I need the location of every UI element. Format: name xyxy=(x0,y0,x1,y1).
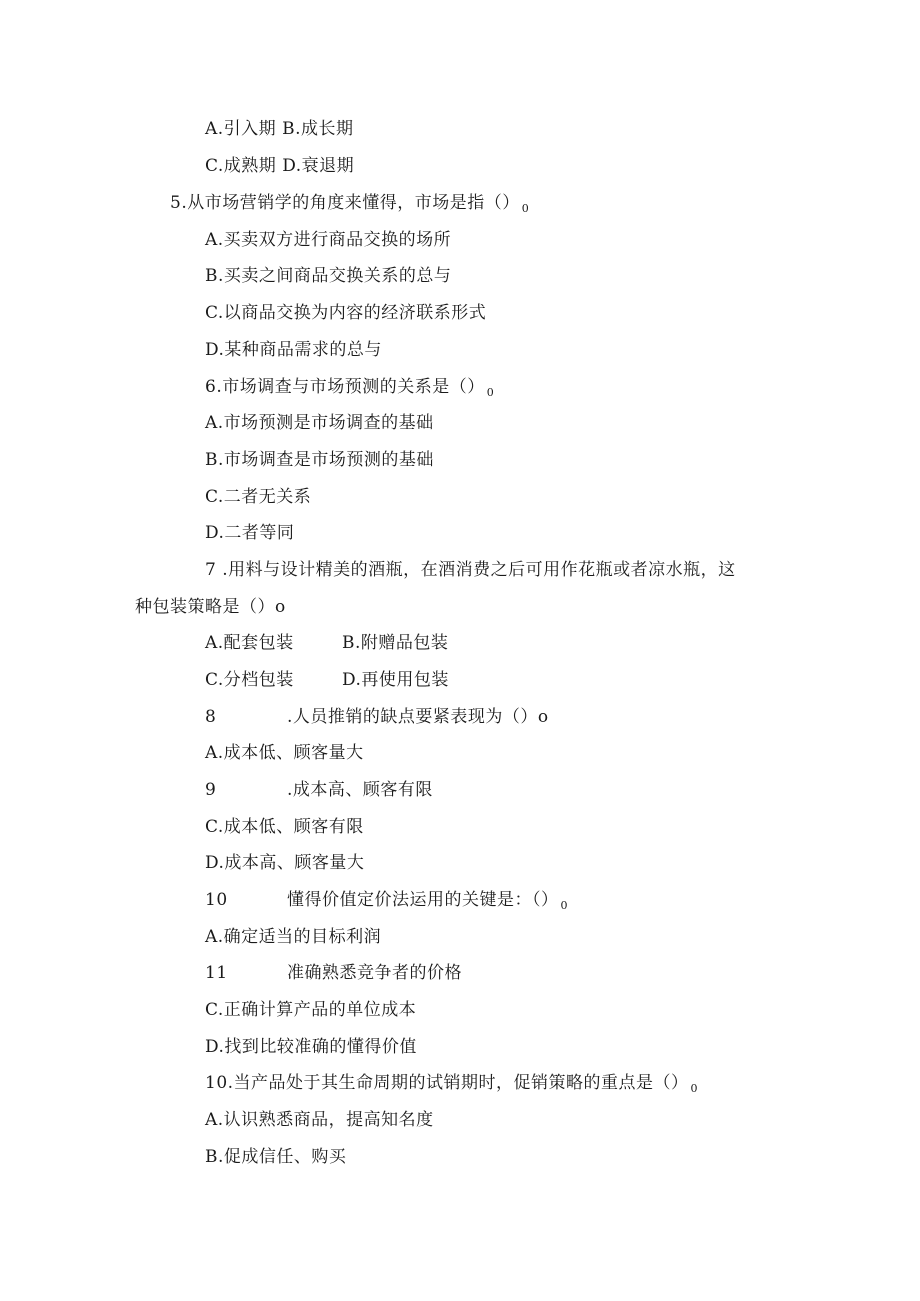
line-text: 准确熟悉竞争者的价格 xyxy=(287,963,462,983)
line-text: B.买卖之间商品交换关系的总与 xyxy=(205,266,452,286)
line-text: 6.市场调查与市场预测的关系是（） xyxy=(205,377,485,397)
line-text: A.引入期 B.成长期 xyxy=(205,119,354,139)
question-5 xyxy=(170,192,529,220)
line-text: A.市场预测是市场调查的基础 xyxy=(205,413,434,433)
line-text: 5.从市场营销学的角度来懂得，市场是指（） xyxy=(170,193,520,213)
line-text: C.以商品交换为内容的经济联系形式 xyxy=(205,303,487,323)
numbered-line xyxy=(205,889,625,911)
line-text: D.二者等同 xyxy=(205,523,295,543)
option-line xyxy=(205,816,364,838)
line-text: A.认识熟悉商品，提高知名度 xyxy=(205,1110,434,1130)
line-text: D.某种商品需求的总与 xyxy=(205,340,382,360)
line-text: 7 .用料与设计精美的酒瓶，在酒消费之后可用作花瓶或者凉水瓶，这 xyxy=(205,560,736,580)
numbered-line xyxy=(205,779,605,801)
line-text: C.成熟期 D.衰退期 xyxy=(205,156,355,176)
subscript-mark: 0 xyxy=(521,202,530,215)
line-text: B.市场调查是市场预测的基础 xyxy=(205,450,434,470)
line-text-group xyxy=(287,889,568,917)
option-line xyxy=(205,742,364,764)
option-line xyxy=(205,1109,434,1131)
question-number: 9 xyxy=(205,780,217,800)
question-number: 11 xyxy=(205,963,228,983)
line-text: 10.当产品处于其生命周期的试销期时，促销策略的重点是（） xyxy=(205,1073,689,1093)
line-text: .人员推销的缺点要紧表现为（）o xyxy=(287,707,549,727)
option-line xyxy=(205,522,294,544)
option-line xyxy=(205,486,311,508)
line-text: D.找到比较准确的懂得价值 xyxy=(205,1037,417,1057)
question-7-continued xyxy=(135,596,286,618)
option-line xyxy=(205,265,451,287)
option-pair xyxy=(205,669,525,691)
option-line xyxy=(205,449,434,471)
option-line xyxy=(205,155,354,177)
question-number: 10 xyxy=(205,890,228,910)
question-10 xyxy=(205,1072,698,1100)
question-7 xyxy=(205,559,736,581)
question-6 xyxy=(205,376,494,404)
line-text: A.成本低、顾客量大 xyxy=(205,743,364,763)
line-text: A.确定适当的目标利润 xyxy=(205,927,382,947)
option-c: C.分档包装 xyxy=(205,670,294,690)
option-pair xyxy=(205,632,525,654)
question-number: 8 xyxy=(205,707,217,727)
option-line xyxy=(205,302,486,324)
option-b: B.附赠品包装 xyxy=(342,633,449,653)
option-line xyxy=(205,339,382,361)
subscript-mark: 0 xyxy=(486,386,495,399)
line-text: 种包装策略是（）o xyxy=(135,597,286,617)
line-text: A.买卖双方进行商品交换的场所 xyxy=(205,230,452,250)
subscript-mark: 0 xyxy=(560,899,568,912)
line-text: C.二者无关系 xyxy=(205,487,312,507)
option-line xyxy=(205,229,451,251)
line-text: B.促成信任、购买 xyxy=(205,1147,347,1167)
option-line xyxy=(205,1036,417,1058)
option-line xyxy=(205,118,353,140)
line-text: D.成本高、顾客量大 xyxy=(205,853,365,873)
option-a: A.配套包装 xyxy=(205,633,294,653)
line-text: C.正确计算产品的单位成本 xyxy=(205,1000,417,1020)
question-8 xyxy=(205,706,605,728)
numbered-line xyxy=(205,962,605,984)
option-line xyxy=(205,926,381,948)
line-text: C.成本低、顾客有限 xyxy=(205,817,364,837)
option-line xyxy=(205,1146,346,1168)
subscript-mark: 0 xyxy=(690,1082,699,1095)
line-text: 懂得价值定价法运用的关键是：（） xyxy=(287,890,559,910)
option-line xyxy=(205,412,434,434)
option-d: D.再使用包装 xyxy=(342,670,449,690)
line-text: .成本高、顾客有限 xyxy=(287,780,433,800)
option-line xyxy=(205,999,416,1021)
option-line xyxy=(205,852,364,874)
